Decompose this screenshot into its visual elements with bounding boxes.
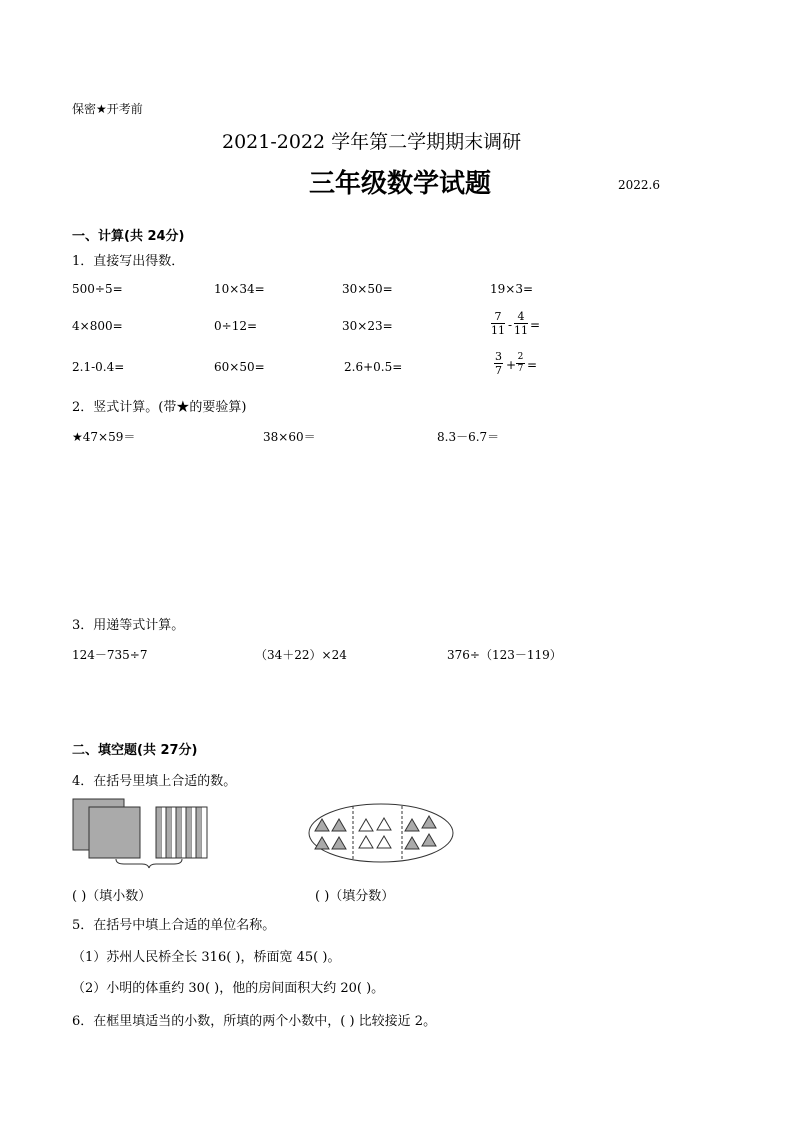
fraction-4-11 [514,310,528,337]
q5-line1: （1）苏州人民桥全长 316( )，桥面宽 45( )。 [72,950,341,965]
q3-title: 3．用递等式计算。 [72,618,185,633]
q4-left-blank: ( )（填小数） [72,889,152,904]
q5-line2: （2）小明的体重约 30( )，他的房间面积大约 20( )。 [72,981,385,996]
secret-note: 保密★开考前 [72,102,143,116]
calc-item: 30×23= [342,319,393,333]
numerator: 3 [495,350,502,363]
equals-sign: = [527,358,538,372]
q2-title: 2．竖式计算。(带★的要验算) [72,400,247,415]
decimal-figure [72,797,212,872]
denominator: 11 [514,324,528,337]
q4-right-blank: ( )（填分数） [315,889,395,904]
exam-period: 2021-2022 学年第二学期期末调研 [222,131,522,153]
fraction-2-7 [516,352,525,375]
calc-item: 4×800= [72,319,123,333]
equals-sign: = [530,318,541,332]
stepwise-calc-item: 376÷（123－119） [447,648,562,662]
vertical-calc-item: 38×60＝ [263,430,316,444]
q1-title: 1．直接写出得数． [72,254,185,269]
numerator: 7 [494,310,502,323]
fraction-figure [307,802,457,864]
square-front [89,807,140,858]
section2-title: 二、填空题(共 27分) [72,743,198,758]
calc-item: 10×34= [214,282,265,296]
denominator: 11 [491,324,505,337]
vertical-calc-item: ★47×59＝ [72,430,136,444]
numerator: 2 [517,352,524,362]
stepwise-calc-item: 124－735÷7 [72,648,148,662]
calc-item: 30×50= [342,282,393,296]
section1-title: 一、计算(共 24分) [72,229,185,244]
calc-item: 2.1-0.4= [72,360,125,374]
fraction-3-7 [494,350,503,377]
q4-title: 4．在括号里填上合适的数。 [72,774,237,789]
calc-item: 60×50= [214,360,265,374]
exam-date: 2022.6 [618,178,660,192]
stepwise-calc-item: （34＋22）×24 [255,648,347,662]
q6-title: 6．在框里填适当的小数，所填的两个小数中，( ) 比较接近 2。 [72,1014,437,1029]
denominator: 7 [517,364,524,374]
brace [116,859,182,868]
page-title: 三年级数学试题 [309,169,492,199]
calc-item: 19×3= [490,282,534,296]
numerator: 4 [517,310,525,323]
calc-item: 0÷12= [214,319,258,333]
denominator: 7 [495,364,502,377]
q5-title: 5．在括号中填上合适的单位名称。 [72,918,276,933]
fraction-7-11 [491,310,505,337]
calc-item: 500÷5= [72,282,123,296]
vertical-calc-item: 8.3－6.7＝ [437,430,500,444]
calc-item: 2.6+0.5= [344,360,403,374]
plus-sign: + [506,358,517,372]
minus-sign: - [508,318,513,332]
